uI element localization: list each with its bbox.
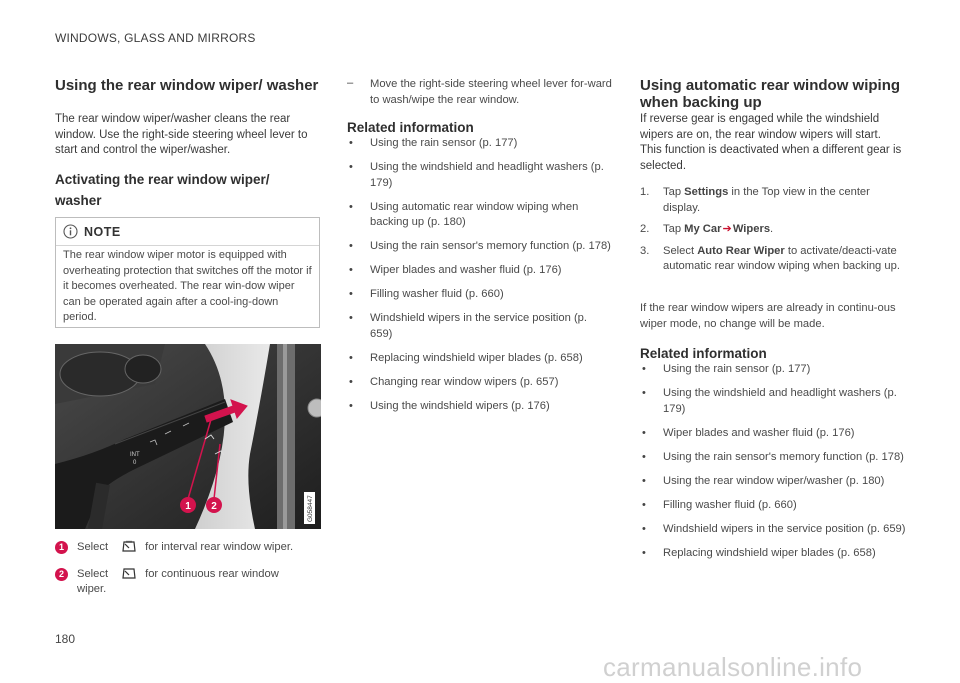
steps-list <box>640 185 910 281</box>
svg-text:INT: INT <box>130 452 140 458</box>
note-box <box>55 217 320 328</box>
wipers-label: Wipers <box>732 223 771 235</box>
related-link[interactable]: • Filling washer fluid (p. 660) <box>640 498 910 514</box>
related-link[interactable]: • Using the windshield and headlight washers (p. 179) <box>347 160 612 191</box>
callout-2-pre: Select <box>77 568 109 580</box>
image-code: G058447 <box>307 495 314 522</box>
activating-subtitle: Activating the rear window wiper/ washer <box>55 172 270 208</box>
callout-2-cont: wiper. <box>77 583 107 595</box>
rear-wiper-intro: The rear window wiper/washer cleans the rear window. Use the right-side steering wheel lever to start and control the wiper/washer. <box>55 113 308 156</box>
related-link[interactable]: • Using the rain sensor's memory function (p. 178) <box>640 450 910 466</box>
wiper-lever-photo <box>55 344 321 529</box>
step-3: 3. Select Auto Rear Wiper to activate/deacti-vate automatic rear window wiping when backing up. <box>640 244 900 272</box>
callout-1-post: for interval rear window wiper. <box>145 541 294 553</box>
callout-badge-2: 2 <box>55 568 68 581</box>
related-link[interactable]: • Replacing windshield wiper blades (p. 658) <box>640 546 910 562</box>
info-icon <box>63 224 78 239</box>
no-change-note: If the rear window wipers are already in continu-ous wiper mode, no change will be made. <box>640 302 896 330</box>
step-2: 2. Tap My Car➔Wipers. <box>640 223 774 235</box>
rear-wiper-title: Using the rear window wiper/ washer <box>55 77 319 94</box>
related-link[interactable]: • Windshield wipers in the service position (p. 659) <box>640 522 910 538</box>
arrow-right-icon: ➔ <box>722 223 732 235</box>
note-body: The rear window wiper motor is equipped with overheating protection that switches off the motor if it becomes overheated. The rear win-dow wiper can be operated again after a cool-ing-down period. <box>63 249 312 323</box>
callout-2-post: for continuous rear window <box>145 568 279 580</box>
dash-item-text: Move the right-side steering wheel lever for-ward to wash/wipe the rear window. <box>370 78 612 106</box>
related-link[interactable]: • Using the rain sensor (p. 177) <box>640 362 910 378</box>
related-link[interactable]: • Using the rain sensor's memory function (p. 178) <box>347 239 612 255</box>
related-link[interactable]: • Replacing windshield wiper blades (p. 658) <box>347 351 612 367</box>
related-link[interactable]: • Filling washer fluid (p. 660) <box>347 287 612 303</box>
settings-label: Settings <box>684 186 729 198</box>
related-link[interactable]: • Using the rear window wiper/washer (p. 180) <box>640 474 910 490</box>
step-1: 1. Tap Settings in the Top view in the center display. <box>640 186 870 214</box>
related-link[interactable]: • Changing rear window wipers (p. 657) <box>347 375 612 391</box>
related-link[interactable]: • Wiper blades and washer fluid (p. 176) <box>640 426 910 442</box>
related-title-2: Related information <box>640 346 767 361</box>
page-number: 180 <box>55 632 76 646</box>
auto-rear-wiping-title: Using automatic rear window wiping when backing up <box>640 77 901 111</box>
related-list-1 <box>347 136 612 423</box>
callout-1 <box>55 540 325 555</box>
related-link[interactable]: • Using automatic rear window wiping when backing up (p. 180) <box>347 200 612 231</box>
svg-text:2: 2 <box>211 501 217 512</box>
section-header: WINDOWS, GLASS AND MIRRORS <box>55 31 256 45</box>
auto-rear-wiper-label: Auto Rear Wiper <box>697 244 785 257</box>
related-link[interactable]: • Windshield wipers in the service position (p. 659) <box>347 311 612 342</box>
watermark: carmanualsonline.info <box>603 652 863 682</box>
svg-text:0: 0 <box>133 460 137 466</box>
continuous-rear-wiper-icon <box>121 567 137 580</box>
note-divider <box>56 245 319 246</box>
callout-1-pre: Select <box>77 541 109 553</box>
related-link[interactable]: • Using the rain sensor (p. 177) <box>347 136 612 152</box>
related-list-2 <box>640 362 910 570</box>
svg-text:1: 1 <box>185 501 191 512</box>
callout-badge-1: 1 <box>55 541 68 554</box>
interval-rear-wiper-icon <box>121 540 137 553</box>
my-car-label: My Car <box>684 223 722 235</box>
note-title: NOTE <box>84 224 121 239</box>
related-link[interactable]: • Using the windshield wipers (p. 176) <box>347 399 612 415</box>
related-link[interactable]: • Using the windshield and headlight washers (p. 179) <box>640 386 910 417</box>
related-title-1: Related information <box>347 120 474 135</box>
related-link[interactable]: • Wiper blades and washer fluid (p. 176) <box>347 263 612 279</box>
dash-item: – Move the right-side steering wheel lever for-ward to wash/wipe the rear window. <box>347 77 612 108</box>
callout-2 <box>55 567 325 597</box>
auto-rear-wiping-intro: If reverse gear is engaged while the windshield wipers are on, the rear window wipers will start. This function is deactivated when a different gear is selected. <box>640 113 902 172</box>
